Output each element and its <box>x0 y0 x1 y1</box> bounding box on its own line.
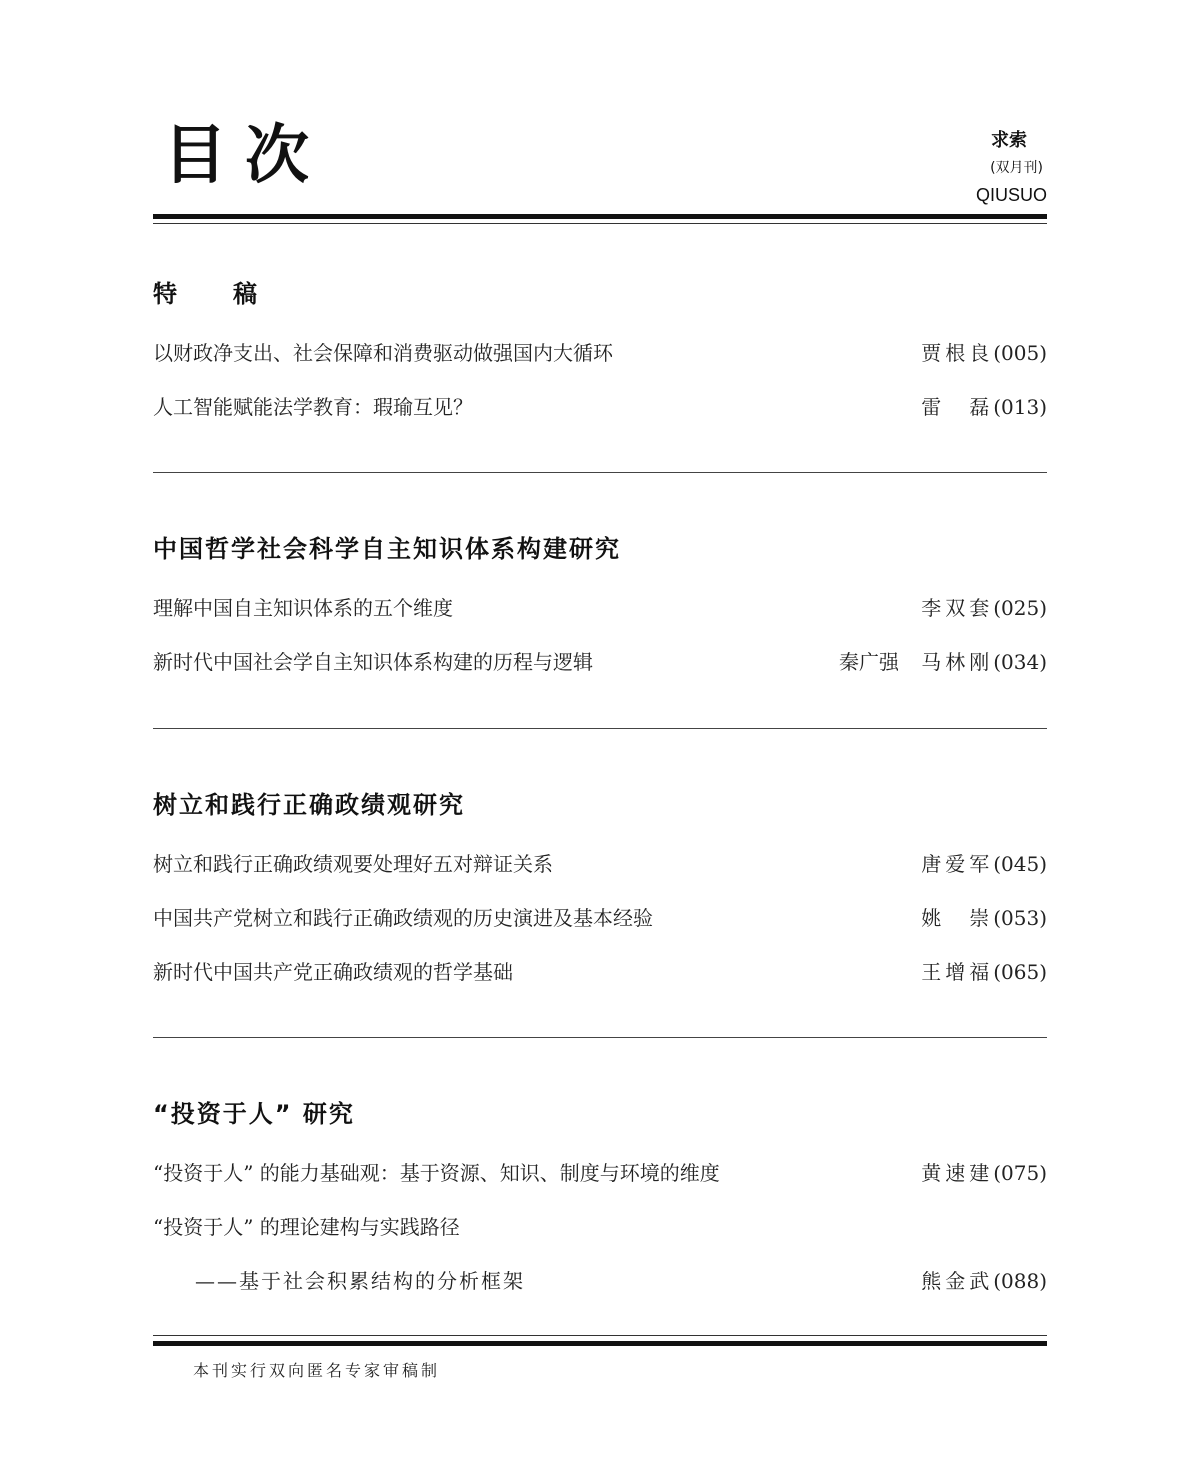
toc-entry[interactable] <box>153 945 1047 999</box>
toc-entry-subtitle[interactable] <box>153 1254 1047 1308</box>
header-rule-thin <box>153 223 1047 224</box>
section-performance-view <box>153 789 1047 999</box>
page-number: (045) <box>993 852 1047 876</box>
section-divider <box>153 728 1047 729</box>
article-author: 马林刚(034) <box>921 650 1047 674</box>
journal-frequency: (双月刊) <box>990 160 1043 176</box>
section-title: 中国哲学社会科学自主知识体系构建研究 <box>153 535 621 563</box>
page-number: (075) <box>993 1161 1047 1185</box>
page-number: (025) <box>993 596 1047 620</box>
article-author: 李双套(025) <box>921 596 1047 620</box>
section-invest-in-people <box>153 1098 1047 1308</box>
toc-entry[interactable] <box>153 837 1047 891</box>
article-title[interactable]: “投资于人” 的能力基础观：基于资源、知识、制度与环境的维度 <box>153 1161 720 1185</box>
article-title[interactable]: 新时代中国共产党正确政绩观的哲学基础 <box>153 960 513 984</box>
toc-entry[interactable] <box>153 380 1047 434</box>
article-title[interactable]: 中国共产党树立和践行正确政绩观的历史演进及基本经验 <box>153 906 653 930</box>
section-divider <box>153 1037 1047 1038</box>
article-coauthor: 秦广强 <box>839 650 899 674</box>
page-title: 目次 <box>163 119 327 193</box>
page-number: (088) <box>993 1269 1047 1293</box>
section-divider <box>153 472 1047 473</box>
footer-rule-thin <box>153 1335 1047 1336</box>
article-author: 唐爱军(045) <box>921 852 1047 876</box>
page-number: (053) <box>993 906 1047 930</box>
journal-name: 求索 <box>991 130 1027 151</box>
toc-entry[interactable] <box>153 891 1047 945</box>
toc-entry[interactable] <box>153 1146 1047 1200</box>
article-author: 贾根良(005) <box>921 341 1047 365</box>
header-rule-thick <box>153 214 1047 219</box>
toc-entry[interactable] <box>153 581 1047 635</box>
section-special-articles <box>153 278 1047 434</box>
page-number: (065) <box>993 960 1047 984</box>
article-author: 熊金武(088) <box>921 1269 1047 1293</box>
article-title[interactable]: “投资于人” 的理论建构与实践路径 <box>153 1215 460 1239</box>
toc-page <box>153 0 1047 1475</box>
article-title[interactable]: 以财政净支出、社会保障和消费驱动做强国内大循环 <box>153 341 613 365</box>
article-title[interactable]: 新时代中国社会学自主知识体系构建的历程与逻辑 <box>153 650 593 674</box>
footer-rule-thick <box>153 1341 1047 1346</box>
article-title[interactable]: 理解中国自主知识体系的五个维度 <box>153 596 453 620</box>
toc-entry[interactable] <box>153 326 1047 380</box>
article-author: 姚 崇(053) <box>921 906 1047 930</box>
section-title: 树立和践行正确政绩观研究 <box>153 791 465 819</box>
article-author: 黄速建(075) <box>921 1161 1047 1185</box>
article-author: 王增福(065) <box>921 960 1047 984</box>
section-title: “投资于人” 研究 <box>153 1100 355 1128</box>
page-number: (034) <box>993 650 1047 674</box>
page-number: (005) <box>993 341 1047 365</box>
toc-entry[interactable] <box>153 635 1047 689</box>
section-title: 特 稿 <box>153 280 257 308</box>
article-title[interactable]: 人工智能赋能法学教育：瑕瑜互见？ <box>153 395 473 419</box>
article-title[interactable]: 树立和践行正确政绩观要处理好五对辩证关系 <box>153 852 553 876</box>
section-knowledge-system <box>153 533 1047 689</box>
article-subtitle[interactable]: ——基于社会积累结构的分析框架 <box>195 1269 525 1293</box>
article-author: 雷 磊(013) <box>921 395 1047 419</box>
journal-latin-name: QIUSUO <box>975 185 1047 205</box>
journal-info <box>976 128 1047 208</box>
review-policy-note: 本刊实行双向匿名专家审稿制 <box>193 1361 441 1380</box>
page-number: (013) <box>993 395 1047 419</box>
toc-entry[interactable] <box>153 1200 1047 1254</box>
